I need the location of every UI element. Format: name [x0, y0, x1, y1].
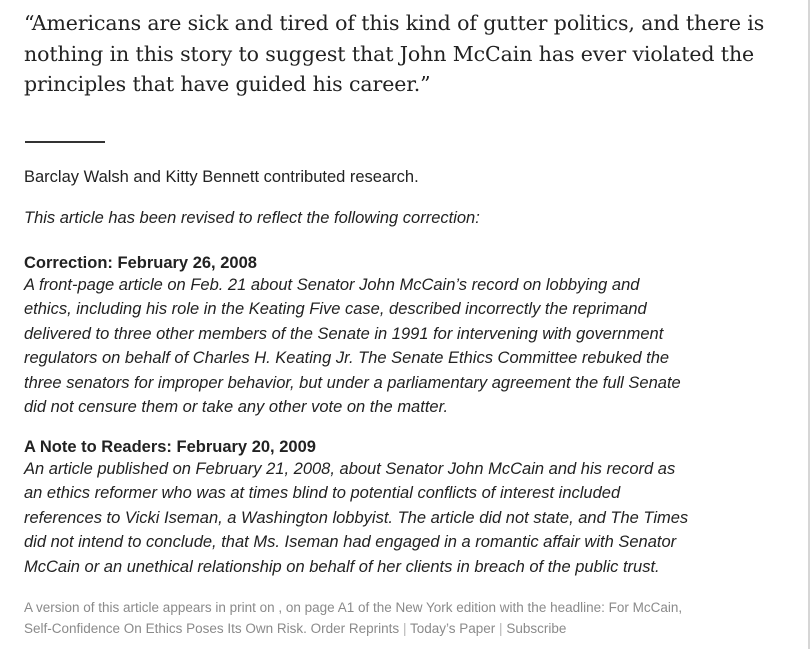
- quote-line: principles that have guided his career.”: [24, 72, 431, 96]
- note-to-readers-block: [24, 437, 784, 579]
- note-line: McCain or an unethical relationship on behalf of her clients in breach of the public trust.: [24, 557, 660, 576]
- correction-line: regulators on behalf of Charles H. Keating Jr. The Senate Ethics Committee rebuked the: [24, 349, 670, 368]
- correction-text: [24, 273, 784, 419]
- todays-paper-link[interactable]: Today’s Paper: [409, 621, 496, 636]
- correction-heading: Correction: February 26, 2008: [24, 254, 257, 272]
- quote-line: nothing in this story to suggest that John McCain has ever violated the: [24, 41, 755, 66]
- subscribe-link[interactable]: Subscribe: [506, 621, 567, 636]
- link-separator: |: [402, 621, 407, 636]
- note-to-readers-text: [24, 457, 784, 579]
- contributors-line: Barclay Walsh and Kitty Bennett contributed research.: [24, 168, 419, 186]
- order-reprints-link[interactable]: Order Reprints: [310, 621, 400, 636]
- pull-quote: [24, 8, 784, 100]
- quote-line: “Americans are sick and tired of this kind of gutter politics, and there is: [24, 11, 765, 35]
- print-edition-note: A version of this article appears in print on , on page A1 of the New York edition with the headline: For McCain,: [24, 600, 683, 615]
- section-divider: [25, 141, 105, 143]
- headline-continuation: Self-Confidence On Ethics Poses Its Own Risk.: [24, 621, 307, 636]
- correction-block: [24, 253, 784, 419]
- link-separator: |: [499, 621, 503, 636]
- print-edition-footer: [24, 597, 784, 639]
- note-line: an ethics reformer who was at times blind to potential conflicts of interest included: [24, 484, 621, 503]
- footer-links-row: [24, 618, 784, 639]
- correction-line: three senators for improper behavior, but under a parliamentary agreement the full Senate: [24, 373, 681, 392]
- note-line: references to Vicki Iseman, a Washington lobbyist. The article did not state, and The Times: [24, 508, 689, 527]
- note-line: did not intend to conclude, that Ms. Iseman had engaged in a romantic affair with Senator: [24, 533, 677, 552]
- note-line: An article published on February 21, 2008, about Senator John McCain and his record as: [24, 460, 676, 478]
- correction-line: A front-page article on Feb. 21 about Senator John McCain’s record on lobbying and: [24, 276, 640, 294]
- correction-line: delivered to three other members of the Senate in 1991 for intervening with government: [24, 324, 664, 343]
- correction-line: did not censure them or take any other vote on the matter.: [24, 398, 449, 417]
- note-to-readers-heading: A Note to Readers: February 20, 2009: [24, 438, 316, 456]
- correction-line: ethics, including his role in the Keating Five case, described incorrectly the reprimand: [24, 300, 647, 319]
- revision-note: This article has been revised to reflect the following correction:: [24, 209, 480, 227]
